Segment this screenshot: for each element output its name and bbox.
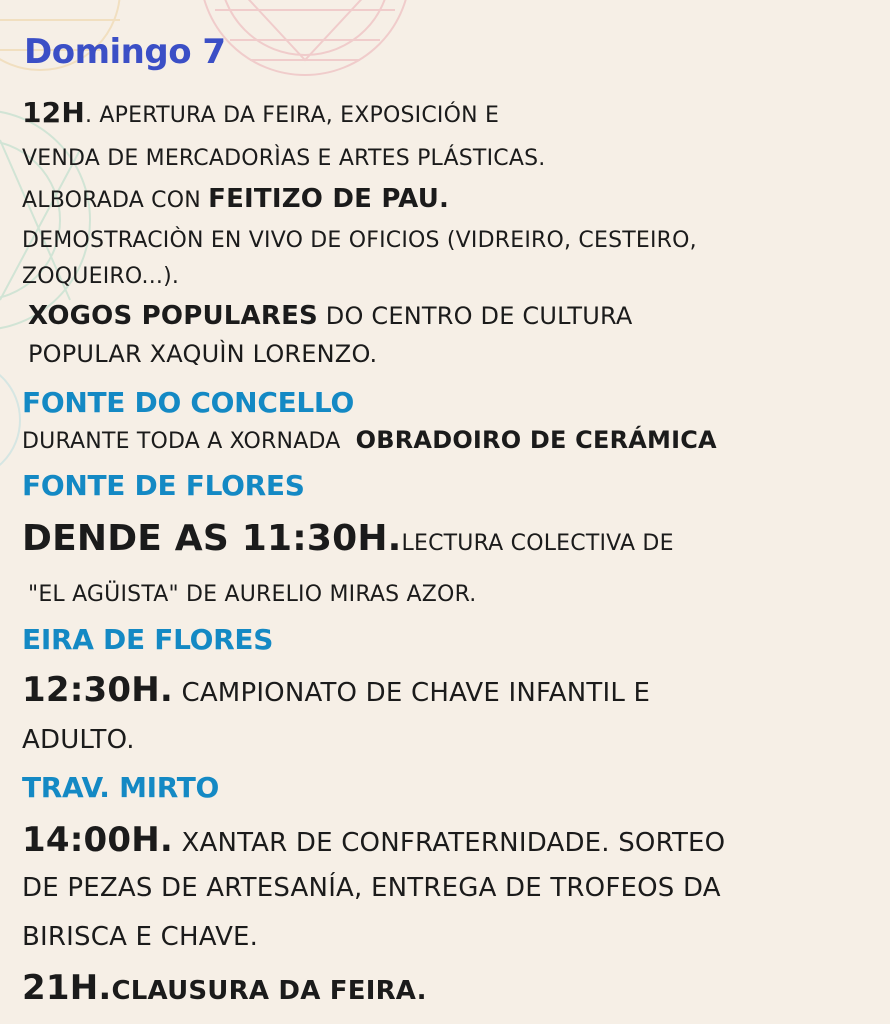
- event-highlight: XOGOS POPULARES: [28, 301, 318, 331]
- event-text: POPULAR XAQUÌN LORENZO.: [28, 340, 378, 368]
- time-label: 21H.: [22, 968, 112, 1008]
- event-text: . APERTURA DA FEIRA, EXPOSICIÓN E: [85, 103, 500, 128]
- page-title: Domingo 7: [24, 32, 226, 72]
- event-text: DURANTE TODA A XORNADA: [22, 429, 348, 454]
- event-text: DO CENTRO DE CULTURA: [317, 302, 633, 330]
- schedule-line: [22, 184, 449, 214]
- time-label: 12:30H.: [22, 670, 173, 710]
- schedule-line: [22, 96, 499, 129]
- event-highlight: CLAUSURA DA FEIRA.: [111, 976, 427, 1006]
- time-label: 14:00H.: [22, 820, 173, 860]
- schedule-line: [22, 968, 427, 1008]
- event-text: DE PEZAS DE ARTESANÍA, ENTREGA DE TROFEOS DA: [22, 873, 721, 903]
- event-text: LECTURA COLECTIVA DE: [401, 531, 674, 556]
- time-label: 12H: [22, 96, 85, 129]
- schedule-line: [22, 670, 650, 710]
- event-text: DEMOSTRACIÒN EN VIVO DE OFICIOS (VIDREIRO, CESTEIRO,: [22, 228, 697, 253]
- schedule-line: [22, 518, 674, 559]
- event-text: XANTAR DE CONFRATERNIDADE. SORTEO: [173, 828, 726, 858]
- event-text: BIRISCA E CHAVE.: [22, 922, 259, 952]
- time-label: DENDE AS 11:30H.: [22, 518, 402, 559]
- event-text: CAMPIONATO DE CHAVE INFANTIL E: [173, 678, 651, 708]
- event-text: ALBORADA CON: [22, 188, 209, 213]
- schedule-line: [22, 426, 717, 454]
- event-text: "EL AGÜISTA" DE AURELIO MIRAS AZOR.: [28, 582, 477, 607]
- schedule-line: [28, 301, 633, 331]
- venue-heading: TRAV. MIRTO: [22, 771, 220, 804]
- event-text: ZOQUEIRO...).: [22, 264, 180, 289]
- performer-name: FEITIZO DE PAU.: [208, 184, 450, 214]
- venue-heading: FONTE DE FLORES: [22, 469, 305, 502]
- schedule-line: [22, 820, 725, 860]
- event-text: VENDA DE MERCADORÌAS E ARTES PLÁSTICAS.: [22, 146, 546, 171]
- venue-heading: EIRA DE FLORES: [22, 623, 274, 656]
- event-text: ADULTO.: [22, 725, 135, 755]
- venue-heading: FONTE DO CONCELLO: [22, 386, 354, 419]
- event-highlight: OBRADOIRO DE CERÁMICA: [355, 426, 717, 454]
